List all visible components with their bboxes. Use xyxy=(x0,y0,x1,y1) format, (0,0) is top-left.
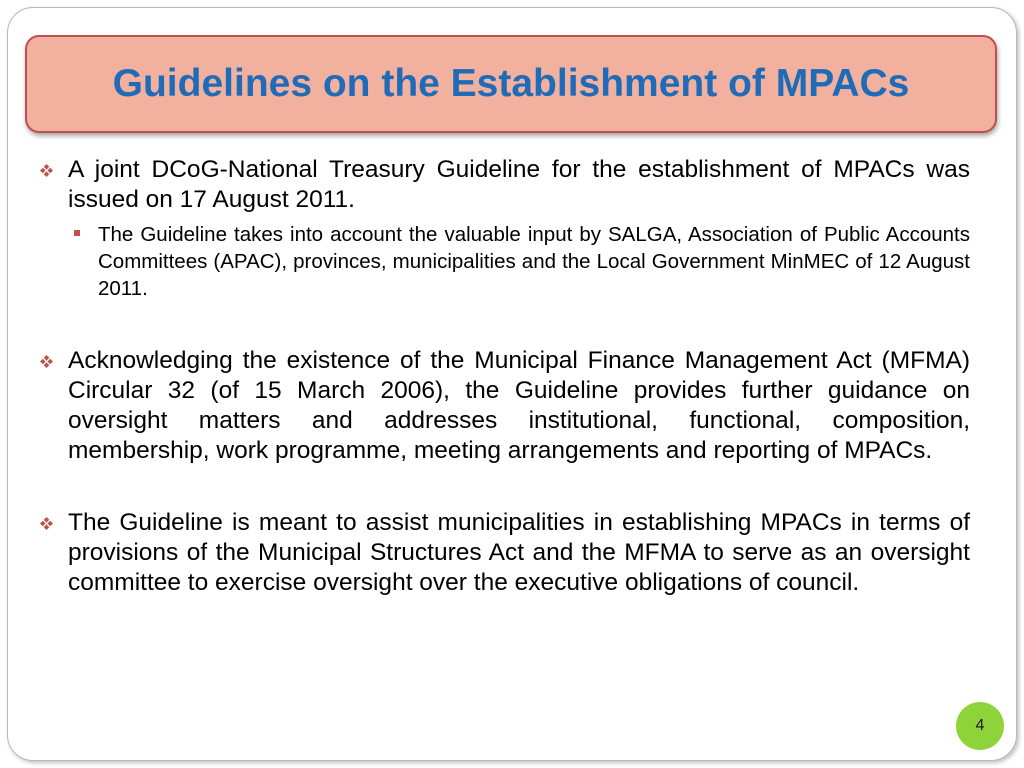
sub-bullet-item xyxy=(98,221,970,302)
slide-body xyxy=(40,155,970,598)
diamond-cluster-icon xyxy=(40,355,53,368)
square-bullet-icon xyxy=(74,230,80,236)
page-number: 4 xyxy=(975,717,985,734)
sub-bullet-text: The Guideline takes into account the valuable input by SALGA, Association of Public Accounts Committees (APAC), provinces, municipalities and the Local Government MinMEC of 12 August 2011. xyxy=(98,223,970,300)
bullet-text: Acknowledging the existence of the Municipal Finance Management Act (MFMA) Circular 32 (of 15 March 2006), the Guideline provides further guidance on oversight matters and addresses institutional, functional, composition, membership, work programme, meeting arrangements and reporting of MPACs. xyxy=(68,347,970,464)
bullet-item xyxy=(40,508,970,598)
diamond-cluster-icon xyxy=(40,517,53,530)
title-banner xyxy=(25,35,997,133)
bullet-item xyxy=(40,155,970,215)
bullet-text: A joint DCoG-National Treasury Guideline for the establishment of MPACs was issued on 17 August 2011. xyxy=(68,156,970,213)
page-number-badge xyxy=(956,702,1004,750)
bullet-text: The Guideline is meant to assist municipalities in establishing MPACs in terms of provisions of the Municipal Structures Act and the MFMA to serve as an oversight committee to exercise oversight over the executive obligations of council. xyxy=(68,509,970,596)
bullet-item xyxy=(40,346,970,466)
slide-title: Guidelines on the Establishment of MPACs xyxy=(112,62,910,105)
diamond-cluster-icon xyxy=(40,164,53,177)
